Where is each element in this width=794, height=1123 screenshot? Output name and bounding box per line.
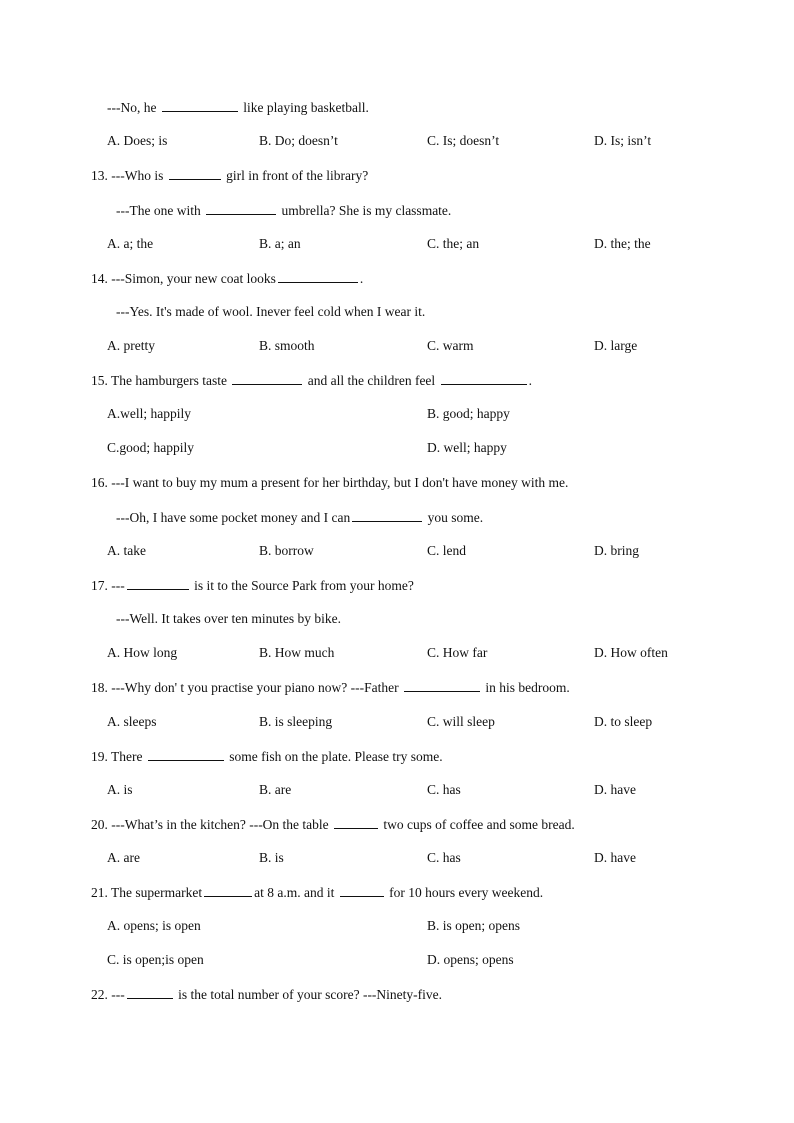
q19-blank[interactable]	[148, 748, 224, 761]
q13-reply-pre: ---The one with	[116, 203, 201, 218]
q20-option-b[interactable]: B. is	[259, 850, 284, 865]
q21-question	[91, 884, 543, 901]
q14-question	[91, 270, 363, 287]
q12-answer-post: like playing basketball.	[243, 100, 369, 115]
q19-option-a[interactable]: A. is	[107, 782, 133, 797]
q15-option-d[interactable]: D. well; happy	[427, 440, 507, 455]
q13-option-c[interactable]: C. the; an	[427, 236, 480, 251]
q21-option-c[interactable]: C. is open;is open	[107, 952, 204, 967]
q13-option-b[interactable]: B. a; an	[259, 236, 301, 251]
q17-blank[interactable]	[127, 577, 189, 590]
q13-reply	[116, 202, 451, 219]
q16-option-c[interactable]: C. lend	[427, 543, 466, 558]
q20-blank[interactable]	[334, 816, 378, 829]
q17-question	[91, 577, 414, 594]
q17-option-a[interactable]: A. How long	[107, 645, 178, 660]
q22-question-pre: 22. ---	[91, 987, 125, 1002]
q13-reply-post: umbrella? She is my classmate.	[281, 203, 452, 218]
q14-option-b[interactable]: B. smooth	[259, 338, 315, 353]
q20-question-pre: 20. ---What’s in the kitchen? ---On the table	[91, 817, 329, 832]
q13-blank-2[interactable]	[206, 202, 276, 215]
q13-option-d[interactable]: D. the; the	[594, 236, 651, 251]
q12-option-b[interactable]: B. Do; doesn’t	[259, 133, 338, 148]
q22-blank[interactable]	[127, 986, 173, 999]
q13-question-post: girl in front of the library?	[226, 168, 369, 183]
q16-question: 16. ---I want to buy my mum a present for her birthday, but I don't have money with me.	[91, 475, 569, 490]
q17-question-post: is it to the Source Park from your home?	[194, 578, 414, 593]
q15-option-a[interactable]: A.well; happily	[107, 406, 191, 421]
q21-question-post: for 10 hours every weekend.	[389, 885, 544, 900]
q18-question-pre: 18. ---Why don' t you practise your piano now? ---Father	[91, 680, 399, 695]
q15-question-pre: 15. The hamburgers taste	[91, 373, 227, 388]
q21-blank-1[interactable]	[204, 884, 252, 897]
q14-question-pre: 14. ---Simon, your new coat looks	[91, 271, 276, 286]
q13-option-a[interactable]: A. a; the	[107, 236, 154, 251]
q15-question	[91, 372, 532, 389]
q19-question-pre: 19. There	[91, 749, 143, 764]
q14-blank[interactable]	[278, 270, 358, 283]
q15-option-c[interactable]: C.good; happily	[107, 440, 194, 455]
q18-question	[91, 679, 570, 696]
q22-question-post: is the total number of your score? ---Ninety-five.	[178, 987, 443, 1002]
q12-option-c[interactable]: C. Is; doesn’t	[427, 133, 500, 148]
q17-question-pre: 17. ---	[91, 578, 125, 593]
q12-answer-pre: ---No, he	[107, 100, 157, 115]
q17-option-d[interactable]: D. How often	[594, 645, 668, 660]
q20-question	[91, 816, 575, 833]
q16-reply-pre: ---Oh, I have some pocket money and I can	[116, 510, 351, 525]
q14-option-d[interactable]: D. large	[594, 338, 638, 353]
q22-question	[91, 986, 442, 1003]
q20-option-d[interactable]: D. have	[594, 850, 636, 865]
q19-option-c[interactable]: C. has	[427, 782, 461, 797]
q16-option-a[interactable]: A. take	[107, 543, 146, 558]
q13-question-pre: 13. ---Who is	[91, 168, 164, 183]
q21-option-b[interactable]: B. is open; opens	[427, 918, 520, 933]
q21-question-pre: 21. The supermarket	[91, 885, 203, 900]
q15-option-b[interactable]: B. good; happy	[427, 406, 510, 421]
q14-option-a[interactable]: A. pretty	[107, 338, 155, 353]
q21-blank-2[interactable]	[340, 884, 384, 897]
q18-option-d[interactable]: D. to sleep	[594, 714, 653, 729]
q19-question	[91, 748, 443, 765]
q15-question-mid: and all the children feel	[307, 373, 436, 388]
q19-option-b[interactable]: B. are	[259, 782, 292, 797]
q15-blank-1[interactable]	[232, 372, 302, 385]
q16-option-b[interactable]: B. borrow	[259, 543, 314, 558]
q12-answer-line	[107, 99, 369, 116]
q15-blank-2[interactable]	[441, 372, 527, 385]
q21-question-mid: at 8 a.m. and it	[254, 885, 335, 900]
q19-option-d[interactable]: D. have	[594, 782, 636, 797]
q17-option-b[interactable]: B. How much	[259, 645, 335, 660]
q18-blank[interactable]	[404, 679, 480, 692]
q18-option-c[interactable]: C. will sleep	[427, 714, 495, 729]
q16-reply	[116, 509, 483, 526]
q21-option-d[interactable]: D. opens; opens	[427, 952, 514, 967]
q20-option-c[interactable]: C. has	[427, 850, 461, 865]
q20-question-post: two cups of coffee and some bread.	[383, 817, 575, 832]
q21-option-a[interactable]: A. opens; is open	[107, 918, 201, 933]
q16-reply-post: you some.	[427, 510, 484, 525]
q18-question-post: in his bedroom.	[485, 680, 570, 695]
q12-option-a[interactable]: A. Does; is	[107, 133, 168, 148]
q20-option-a[interactable]: A. are	[107, 850, 140, 865]
q17-reply: ---Well. It takes over ten minutes by bike.	[116, 611, 341, 626]
q17-option-c[interactable]: C. How far	[427, 645, 488, 660]
q14-reply: ---Yes. It's made of wool. Inever feel cold when I wear it.	[116, 304, 426, 319]
q14-question-post: .	[359, 271, 364, 286]
q13-question	[91, 167, 368, 184]
q18-option-b[interactable]: B. is sleeping	[259, 714, 333, 729]
q16-option-d[interactable]: D. bring	[594, 543, 639, 558]
q12-blank[interactable]	[162, 99, 238, 112]
q13-blank-1[interactable]	[169, 167, 221, 180]
q18-option-a[interactable]: A. sleeps	[107, 714, 157, 729]
q14-option-c[interactable]: C. warm	[427, 338, 474, 353]
q15-question-post: .	[528, 373, 532, 388]
q12-option-d[interactable]: D. Is; isn’t	[594, 133, 652, 148]
q19-question-post: some fish on the plate. Please try some.	[229, 749, 443, 764]
q16-blank[interactable]	[352, 509, 422, 522]
